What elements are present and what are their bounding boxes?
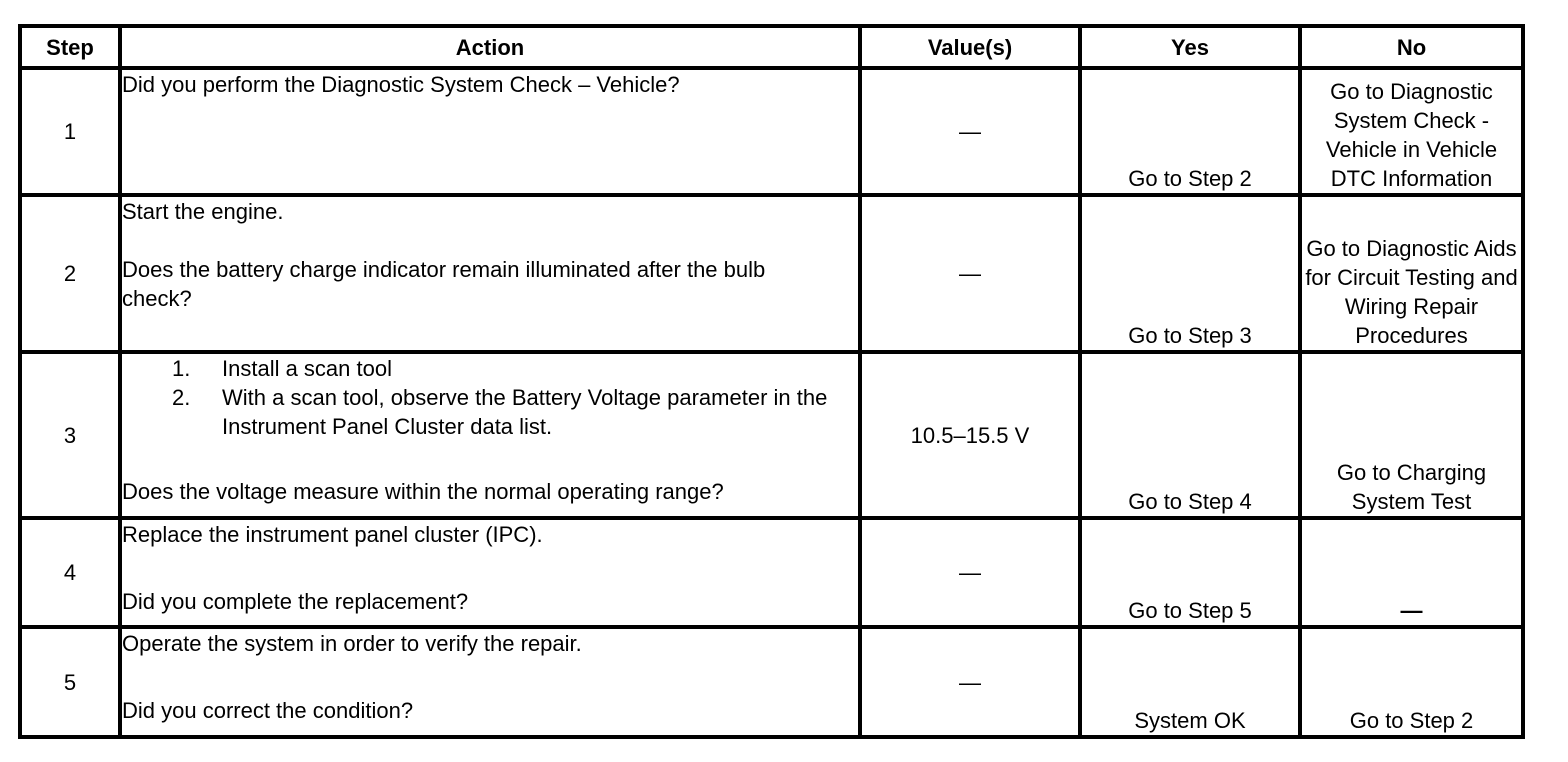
header-row (20, 26, 1523, 68)
yes-cell: System OK (1080, 627, 1300, 737)
list-number: 1. (172, 356, 191, 381)
header-no: No (1300, 26, 1523, 68)
action-question: Did you perform the Diagnostic System Check – Vehicle? (122, 72, 680, 97)
table-row (20, 352, 1523, 518)
table-row (20, 195, 1523, 352)
action-instruction: Operate the system in order to verify the repair. (122, 631, 582, 656)
step-number: 3 (20, 352, 120, 518)
action-question: Does the voltage measure within the normal operating range? (122, 479, 724, 504)
list-item (122, 383, 858, 441)
value-cell: — (860, 627, 1080, 737)
action-cell (120, 195, 860, 352)
action-question: Does the battery charge indicator remain illuminated after the bulb check? (122, 257, 766, 311)
action-instruction: Replace the instrument panel cluster (IPC). (122, 522, 543, 547)
header-yes: Yes (1080, 26, 1300, 68)
action-question: Did you complete the replacement? (122, 589, 469, 614)
list-text: Install a scan tool (222, 356, 392, 381)
list-item (122, 354, 858, 383)
diagnostic-table (18, 24, 1525, 739)
table-row (20, 68, 1523, 195)
procedure-list (122, 354, 858, 441)
value-cell: 10.5–15.5 V (860, 352, 1080, 518)
no-cell: Go to Diagnostic Aids for Circuit Testing and Wiring Repair Procedures (1300, 195, 1523, 352)
list-text: With a scan tool, observe the Battery Voltage parameter in the Instrument Panel Cluster data list. (222, 385, 828, 439)
action-cell (120, 518, 860, 627)
value-cell: — (860, 518, 1080, 627)
yes-cell: Go to Step 4 (1080, 352, 1300, 518)
table-row (20, 518, 1523, 627)
step-number: 1 (20, 68, 120, 195)
step-number: 4 (20, 518, 120, 627)
action-cell (120, 352, 860, 518)
list-number: 2. (172, 385, 191, 410)
table-row (20, 627, 1523, 737)
step-number: 5 (20, 627, 120, 737)
yes-cell: Go to Step 3 (1080, 195, 1300, 352)
no-cell: Go to Charging System Test (1300, 352, 1523, 518)
action-cell (120, 627, 860, 737)
value-cell: — (860, 195, 1080, 352)
no-cell: — (1300, 518, 1523, 627)
value-cell: — (860, 68, 1080, 195)
header-values: Value(s) (860, 26, 1080, 68)
action-question: Did you correct the condition? (122, 698, 414, 723)
action-cell (120, 68, 860, 195)
no-cell: Go to Diagnostic System Check - Vehicle in Vehicle DTC Information (1300, 68, 1523, 195)
step-number: 2 (20, 195, 120, 352)
yes-cell: Go to Step 5 (1080, 518, 1300, 627)
action-instruction: Start the engine. (122, 199, 284, 224)
no-cell: Go to Step 2 (1300, 627, 1523, 737)
yes-cell: Go to Step 2 (1080, 68, 1300, 195)
header-action: Action (120, 26, 860, 68)
header-step: Step (20, 26, 120, 68)
